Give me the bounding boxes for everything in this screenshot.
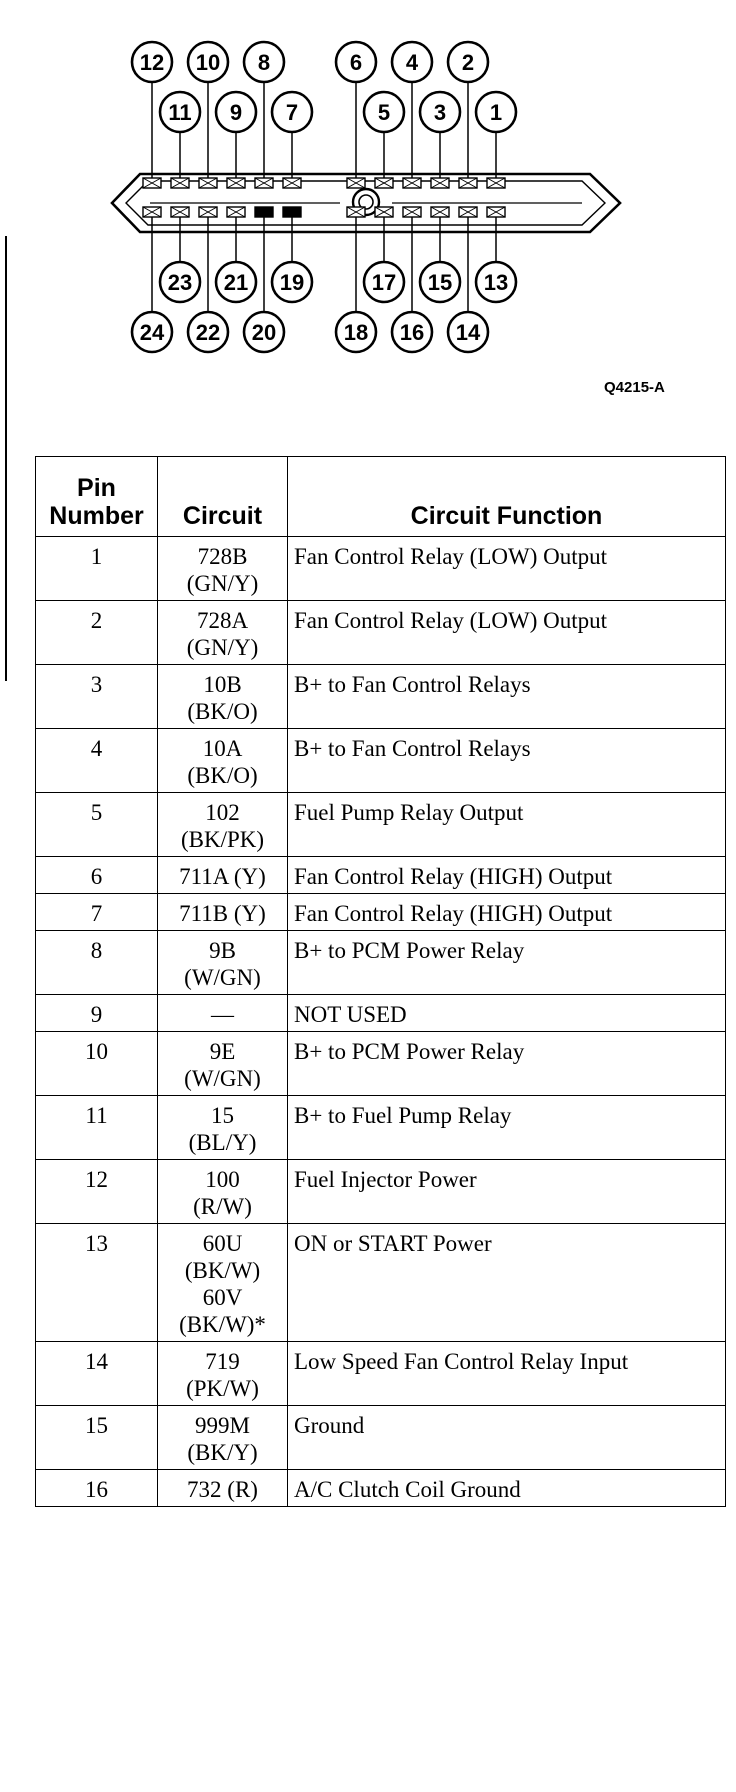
function-cell: B+ to Fuel Pump Relay (288, 1096, 726, 1160)
pin-cell: 6 (36, 857, 158, 894)
terminal-icon (199, 178, 217, 188)
table-row (36, 1224, 726, 1342)
pin-table (35, 456, 726, 1507)
pin-number-text: 13 (483, 270, 509, 295)
terminal-icon (459, 207, 477, 217)
pin-number-text: 2 (461, 50, 475, 75)
pin-cell: 8 (36, 931, 158, 995)
pin-number-text: 4 (405, 50, 419, 75)
function-cell: Low Speed Fan Control Relay Input (288, 1342, 726, 1406)
pin-number-text: 15 (427, 270, 453, 295)
function-cell: B+ to Fan Control Relays (288, 665, 726, 729)
pin-label (476, 262, 516, 302)
pin-number-text: 12 (139, 50, 165, 75)
function-cell: Fan Control Relay (HIGH) Output (288, 894, 726, 931)
pin-label (272, 262, 312, 302)
function-cell: B+ to PCM Power Relay (288, 1032, 726, 1096)
circuit-cell: 9E (W/GN) (158, 1032, 288, 1096)
table-row (36, 857, 726, 894)
terminal-icon (171, 178, 189, 188)
circuit-cell: 102 (BK/PK) (158, 793, 288, 857)
table-row (36, 1406, 726, 1470)
terminal-icon (255, 207, 273, 217)
left-margin-rule (5, 236, 7, 681)
pin-cell: 2 (36, 601, 158, 665)
pin-number-text: 14 (455, 320, 481, 345)
pin-number-text: 19 (279, 270, 305, 295)
function-cell: Fuel Pump Relay Output (288, 793, 726, 857)
pin-label (392, 42, 432, 82)
pin-number-text: 16 (399, 320, 425, 345)
terminal-icon (459, 178, 477, 188)
table-row (36, 1160, 726, 1224)
terminal-icon (143, 178, 161, 188)
table-row (36, 995, 726, 1032)
terminal-icon (347, 207, 365, 217)
circuit-cell: 728B (GN/Y) (158, 537, 288, 601)
circuit-cell: 10A (BK/O) (158, 729, 288, 793)
pin-label (448, 312, 488, 352)
pin-number-text: 20 (251, 320, 277, 345)
circuit-cell: 9B (W/GN) (158, 931, 288, 995)
terminal-icon (255, 178, 273, 188)
pin-number-text: 3 (433, 100, 447, 125)
circuit-cell: 15 (BL/Y) (158, 1096, 288, 1160)
header-pin-number (36, 457, 158, 537)
pin-label (244, 312, 284, 352)
terminal-icon (487, 178, 505, 188)
terminal-icon (227, 178, 245, 188)
table-row (36, 931, 726, 995)
pin-number-text: 8 (257, 50, 271, 75)
terminal-icon (143, 207, 161, 217)
function-cell: Ground (288, 1406, 726, 1470)
pin-label (364, 262, 404, 302)
connector-diagram (0, 0, 736, 400)
pin-number-text: 6 (349, 50, 363, 75)
function-cell: Fan Control Relay (HIGH) Output (288, 857, 726, 894)
pin-label (420, 262, 460, 302)
terminal-icon (375, 207, 393, 217)
circuit-cell: 10B (BK/O) (158, 665, 288, 729)
function-cell: Fan Control Relay (LOW) Output (288, 601, 726, 665)
terminal-icon (431, 207, 449, 217)
pin-label (476, 92, 516, 132)
circuit-cell: 999M (BK/Y) (158, 1406, 288, 1470)
pin-label (216, 262, 256, 302)
function-cell: B+ to PCM Power Relay (288, 931, 726, 995)
pin-label (132, 42, 172, 82)
pin-number-text: 10 (195, 50, 221, 75)
header-pin-line2: Number (49, 502, 144, 530)
pin-label (364, 92, 404, 132)
table-header-row (36, 457, 726, 537)
pin-label (336, 312, 376, 352)
pin-number-text: 11 (168, 100, 192, 125)
table-row (36, 894, 726, 931)
table-row (36, 601, 726, 665)
pin-cell: 14 (36, 1342, 158, 1406)
circuit-cell: 719 (PK/W) (158, 1342, 288, 1406)
table-row (36, 1470, 726, 1507)
function-cell: ON or START Power (288, 1224, 726, 1342)
pin-number-text: 22 (195, 320, 221, 345)
header-pin-line1: Pin (77, 474, 116, 502)
circuit-cell: 60U (BK/W) 60V (BK/W)* (158, 1224, 288, 1342)
terminal-icon (347, 178, 365, 188)
pin-number-text: 18 (343, 320, 369, 345)
header-circuit: Circuit (158, 457, 288, 537)
table-row (36, 793, 726, 857)
function-cell: NOT USED (288, 995, 726, 1032)
pin-cell: 15 (36, 1406, 158, 1470)
terminal-icon (403, 178, 421, 188)
pin-cell: 11 (36, 1096, 158, 1160)
pin-number-text: 5 (377, 100, 391, 125)
pin-label (188, 312, 228, 352)
pin-label (160, 262, 200, 302)
header-circuit-function: Circuit Function (288, 457, 726, 537)
circuit-cell: — (158, 995, 288, 1032)
circuit-cell: 711A (Y) (158, 857, 288, 894)
circuit-cell: 732 (R) (158, 1470, 288, 1507)
function-cell: B+ to Fan Control Relays (288, 729, 726, 793)
pin-cell: 5 (36, 793, 158, 857)
pin-label (188, 42, 228, 82)
terminal-icon (227, 207, 245, 217)
pin-cell: 3 (36, 665, 158, 729)
table-row (36, 1342, 726, 1406)
pin-label (216, 92, 256, 132)
terminal-icon (171, 207, 189, 217)
pin-number-text: 17 (371, 270, 397, 295)
circuit-cell: 711B (Y) (158, 894, 288, 931)
circuit-cell: 728A (GN/Y) (158, 601, 288, 665)
function-cell: Fan Control Relay (LOW) Output (288, 537, 726, 601)
pin-number-text: 9 (229, 100, 243, 125)
pin-label (448, 42, 488, 82)
pin-cell: 4 (36, 729, 158, 793)
table-row (36, 1096, 726, 1160)
figure-code: Q4215-A (604, 379, 665, 396)
function-cell: A/C Clutch Coil Ground (288, 1470, 726, 1507)
pin-cell: 12 (36, 1160, 158, 1224)
pin-label (420, 92, 460, 132)
circuit-cell: 100 (R/W) (158, 1160, 288, 1224)
pin-cell: 9 (36, 995, 158, 1032)
pin-label (160, 92, 200, 132)
terminal-icon (283, 178, 301, 188)
pin-label (336, 42, 376, 82)
pin-label (272, 92, 312, 132)
terminal-icon (431, 178, 449, 188)
pin-number-text: 1 (489, 100, 503, 125)
table-row (36, 665, 726, 729)
pin-number-text: 24 (139, 320, 165, 345)
terminal-icon (375, 178, 393, 188)
pin-cell: 1 (36, 537, 158, 601)
table-row (36, 1032, 726, 1096)
terminal-icon (283, 207, 301, 217)
pin-number-text: 7 (285, 100, 299, 125)
pin-cell: 13 (36, 1224, 158, 1342)
pin-label (244, 42, 284, 82)
terminal-icon (199, 207, 217, 217)
terminal-icon (487, 207, 505, 217)
pin-number-text: 23 (167, 270, 193, 295)
pin-label (392, 312, 432, 352)
pin-cell: 7 (36, 894, 158, 931)
pin-cell: 16 (36, 1470, 158, 1507)
table-row (36, 537, 726, 601)
pin-label (132, 312, 172, 352)
terminal-icon (403, 207, 421, 217)
table-row (36, 729, 726, 793)
pin-number-text: 21 (223, 270, 249, 295)
pin-cell: 10 (36, 1032, 158, 1096)
function-cell: Fuel Injector Power (288, 1160, 726, 1224)
